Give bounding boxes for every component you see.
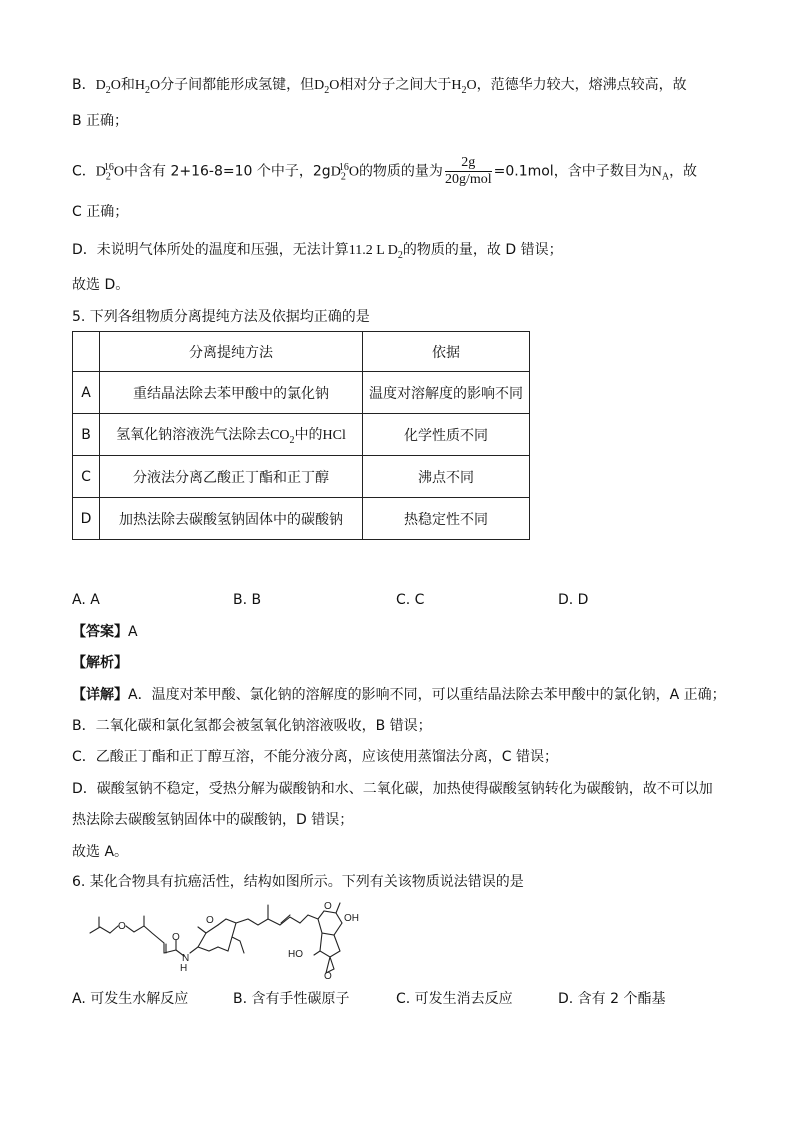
q5-table [72,331,530,540]
q6-option-b: B. 含有手性碳原子 [233,991,350,1007]
atom-label: O [206,915,214,926]
header-cell-basis: 依据 [363,332,530,372]
row-label: D [73,498,100,540]
header-cell-method: 分离提纯方法 [100,332,363,372]
q5-stem: 5. 下列各组物质分离提纯方法及依据均正确的是 [72,309,370,325]
q5-analysis-tag: 【解析】 [72,655,128,671]
table-row [73,414,530,456]
q5-option-a: A. A [72,592,100,608]
row-basis: 化学性质不同 [363,414,530,456]
atom-label: N [182,953,190,964]
q5-option-b: B. B [233,592,262,608]
q5-conclusion: 故选 A。 [72,844,129,860]
q5-option-c: C. C [396,592,425,608]
row-basis: 沸点不同 [363,456,530,498]
row-method: 分液法分离乙酸正丁酯和正丁醇 [100,456,363,498]
q4-option-d-line: D．未说明气体所处的温度和压强，无法计算11.2 L $D_2$的物质的量，故 D 错误； [72,242,563,261]
row-label: A [73,372,100,414]
row-method: 重结晶法除去苯甲酸中的氯化钠 [100,372,363,414]
q6-option-c: C. 可发生消去反应 [396,991,513,1007]
table-header-row [73,332,530,372]
q4-option-c-line2: C 正确； [72,204,129,220]
q6-option-a: A. 可发生水解反应 [72,991,189,1007]
q5-detail-a: 【详解】A．温度对苯甲酸、氯化钠的溶解度的影响不同，可以重结晶法除去苯甲酸中的氯化钠，A 正确； [72,687,726,703]
q4-option-b-line2: B 正确； [72,113,129,129]
atom-label: O [324,971,332,981]
q6-stem: 6. 某化合物具有抗癌活性，结构如图所示。下列有关该物质说法错误的是 [72,874,524,890]
q4-option-c-line1: C．$D_2^{16}O$中含有 2+16-8=10 个中子，$2gD_2^{16}O$的物质的量为 $\frac{2g}{\text{20g/mol}}$ =0.1mol，含中子数目为$N_A$，故 [72,155,698,187]
q4-option-b-line1: B．$D_2O$和$H_2O$分子间都能形成氢键，但$D_2O$相对分子之间大于$H_2O$，范德华力较大，熔沸点较高，故 [72,77,687,96]
q5-answer: 【答案】A [72,624,138,640]
q5-option-d: D. D [558,592,589,608]
table-row [73,498,530,540]
atom-label: HO [288,949,303,960]
row-basis: 热稳定性不同 [363,498,530,540]
header-cell-label [73,332,100,372]
atom-label: O [118,921,126,932]
molecule-structure [88,893,388,981]
q4-conclusion: 故选 D。 [72,277,130,293]
atom-label: OH [344,913,359,924]
row-method: 加热法除去碳酸氢钠固体中的碳酸钠 [100,498,363,540]
answer-tag: 【答案】 [72,624,128,640]
row-method: 氢氧化钠溶液洗气法除去$CO_2$中的HCl [100,414,363,456]
table-row [73,456,530,498]
atom-label: H [180,963,188,974]
row-label: C [73,456,100,498]
q5-detail-d-line2: 热法除去碳酸氢钠固体中的碳酸钠，D 错误； [72,812,354,828]
row-basis: 温度对溶解度的影响不同 [363,372,530,414]
q5-detail-c: C．乙酸正丁酯和正丁醇互溶，不能分液分离，应该使用蒸馏法分离，C 错误； [72,749,558,765]
table-row [73,372,530,414]
detail-tag: 【详解】 [72,687,128,703]
molar-fraction: $\frac{2g}{\text{20g/mol}}$ [444,155,492,187]
atom-label: O [324,901,332,912]
q6-option-d: D. 含有 2 个酯基 [558,991,666,1007]
row-label: B [73,414,100,456]
q5-detail-b: B．二氧化碳和氯化氢都会被氢氧化钠溶液吸收，B 错误； [72,718,432,734]
atom-label: O [172,932,180,943]
q5-detail-d-line1: D．碳酸氢钠不稳定，受热分解为碳酸钠和水、二氧化碳，加热使得碳酸氢钠转化为碳酸钠，故不可以加 [72,781,713,797]
